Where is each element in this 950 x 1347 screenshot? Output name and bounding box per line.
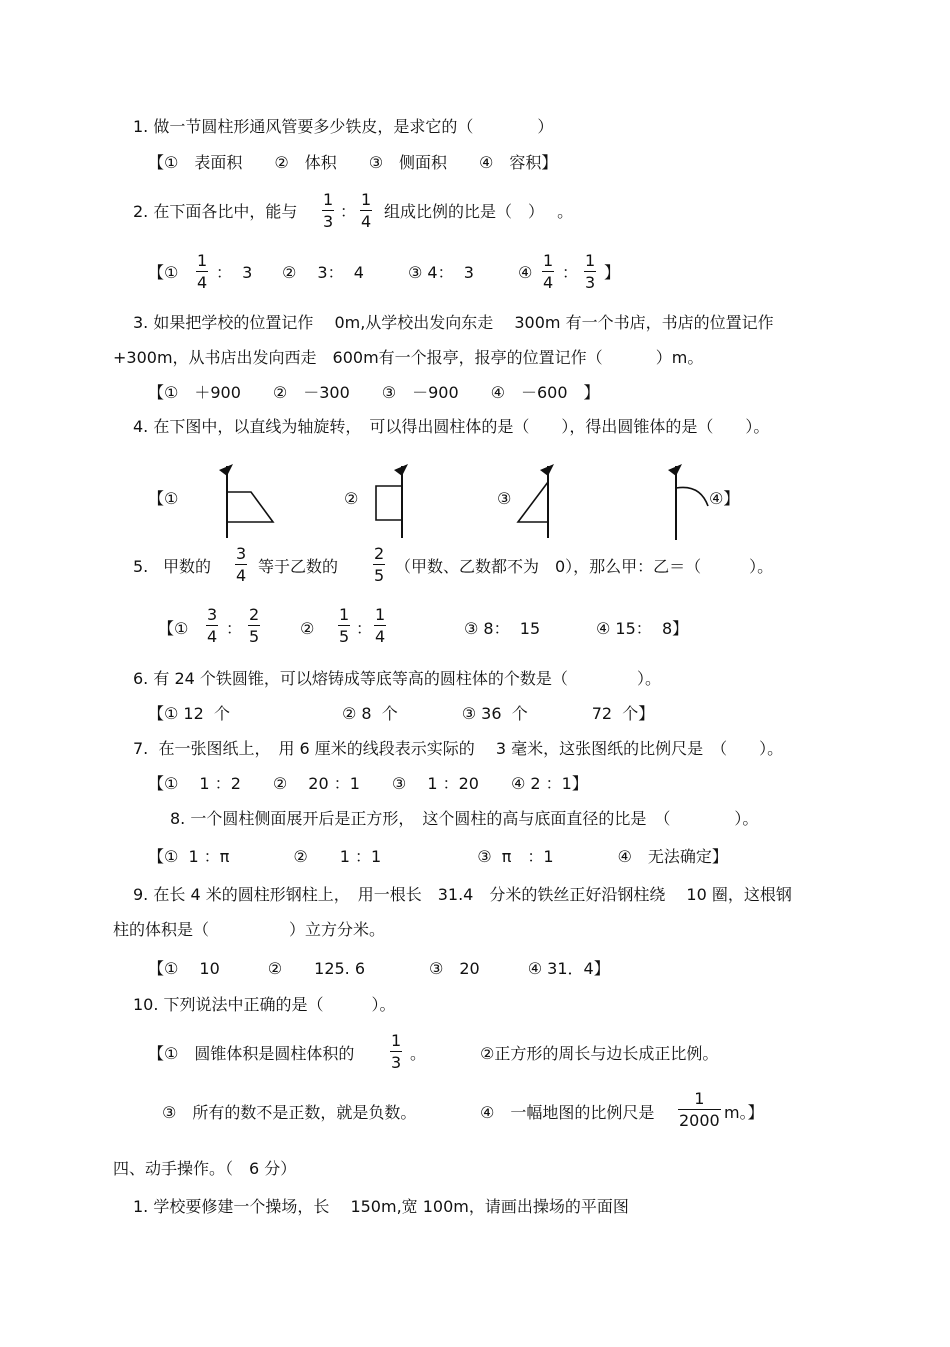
fraction-bar <box>196 271 208 272</box>
q10-option-1-num: 1 <box>391 1031 402 1050</box>
q5-option-1-num1: 3 <box>207 605 218 624</box>
q3-options: 【① ＋900 ② －300 ③ －900 ④ －600 】 <box>148 383 600 402</box>
fraction-bar <box>584 271 596 272</box>
q5-part-c: （甲数、乙数都不为 0），那么甲：乙＝（ ）。 <box>395 557 774 576</box>
q5-fraction-b <box>373 545 385 585</box>
q2-option-a-label: 【① <box>148 263 179 282</box>
q9-line2: 柱的体积是（ ）立方分米。 <box>113 920 386 939</box>
fraction-bar <box>373 564 385 565</box>
q5-option-2-num1: 1 <box>339 605 350 624</box>
q5-option-2-num2: 1 <box>375 605 386 624</box>
fraction-bar <box>360 210 372 211</box>
q2-fraction-a-den: 3 <box>323 212 334 231</box>
q5-fraction-a <box>235 545 247 585</box>
q5-option-1-den1: 4 <box>207 627 218 646</box>
q5-option-2-den2: 4 <box>375 627 386 646</box>
q10-text: 10. 下列说法中正确的是（ ）。 <box>133 995 396 1014</box>
q2-option-c: ③ 4： 3 <box>408 263 474 282</box>
q2-option-d-num1: 1 <box>543 251 554 270</box>
fraction-bar <box>235 564 247 565</box>
q5-option-3: ③ 8： 15 <box>464 619 541 638</box>
q5-option-2-fraction2 <box>374 606 386 646</box>
q10-option-1-den: 3 <box>391 1053 402 1072</box>
q5-option-1-colon: ： <box>226 619 243 638</box>
q5-option-1-num2: 2 <box>249 605 260 624</box>
q10-option-3: ③ 所有的数不是正数，就是负数。 <box>162 1103 417 1122</box>
q10-option-4b: m。】 <box>724 1103 764 1122</box>
q9-options: 【① 10 ② 125. 6 ③ 20 ④ 31．4】 <box>148 959 610 978</box>
fraction-bar <box>390 1051 402 1052</box>
q4-text: 4. 在下图中，以直线为轴旋转， 可以得出圆柱体的是（ ），得出圆锥体的是（ ）。 <box>133 417 770 436</box>
q10-option-1a: 【① 圆锥体积是圆柱体积的 <box>148 1044 355 1063</box>
q2-option-d-fraction2 <box>584 252 596 292</box>
square-figure <box>370 462 420 542</box>
q4-option-2-label: ② <box>344 489 359 508</box>
q2-option-a-den: 4 <box>197 273 208 292</box>
q2-option-d-num2: 1 <box>585 251 596 270</box>
fraction-bar <box>248 625 260 626</box>
q2-fraction-b-num: 1 <box>361 190 372 209</box>
q10-option-4-den: 2000 <box>679 1111 720 1130</box>
q2-option-b: ② 3： 4 <box>282 263 364 282</box>
q2-fraction-b <box>360 191 372 231</box>
q2-fraction-b-den: 4 <box>361 212 372 231</box>
q4-option-4-label: ④】 <box>709 489 740 508</box>
section-4-q1: 1. 学校要修建一个操场，长 150m,宽 100m，请画出操场的平面图 <box>133 1197 629 1216</box>
q5-option-2-label: ② <box>300 619 315 638</box>
q2-option-d-den2: 3 <box>585 273 596 292</box>
q2-fraction-a <box>322 191 334 231</box>
fraction-bar <box>678 1109 721 1110</box>
q5-option-2-colon: ： <box>356 619 373 638</box>
q5-option-1-label: 【① <box>158 619 189 638</box>
q2-suffix: 组成比例的比是（ ） 。 <box>384 202 574 221</box>
q2-option-d-colon: ： <box>562 263 579 282</box>
q2-option-d-fraction1 <box>542 252 554 292</box>
fraction-bar <box>206 625 218 626</box>
q6-options: 【① 12 个 ② 8 个 ③ 36 个 72 个】 <box>148 704 655 723</box>
q2-option-a-num: 1 <box>197 251 208 270</box>
q10-option-4-fraction <box>678 1090 721 1130</box>
q4-option-3-label: ③ <box>497 489 512 508</box>
arc-figure <box>650 462 710 542</box>
q5-fraction-b-den: 5 <box>374 566 385 585</box>
q1-text: 1. 做一节圆柱形通风管要多少铁皮，是求它的（ ） <box>133 117 554 136</box>
q6-text: 6. 有 24 个铁圆锥，可以熔铸成等底等高的圆柱体的个数是（ ）。 <box>133 669 661 688</box>
section-4-title: 四、动手操作。（ 6 分） <box>113 1159 297 1178</box>
q5-number: 5. <box>133 557 149 576</box>
q3-line1: 3. 如果把学校的位置记作 0m,从学校出发向东走 300m 有一个书店，书店的位置记作 <box>133 313 774 332</box>
q5-part-b: 等于乙数的 <box>258 557 339 576</box>
fraction-bar <box>542 271 554 272</box>
q2-option-d-den1: 4 <box>543 273 554 292</box>
q5-option-4: ④ 15： 8】 <box>596 619 689 638</box>
q10-option-4-num: 1 <box>694 1089 705 1108</box>
fraction-bar <box>338 625 350 626</box>
q2-option-a-fraction <box>196 252 208 292</box>
q2-colon: ： <box>340 202 357 221</box>
q3-line2: +300m，从书店出发向西走 600m有一个报亭，报亭的位置记作（ ）m。 <box>113 348 704 367</box>
q5-part-a: 甲数的 <box>163 557 212 576</box>
q1-options: 【① 表面积 ② 体积 ③ 侧面积 ④ 容积】 <box>148 153 558 172</box>
q7-text: 7. 在一张图纸上， 用 6 厘米的线段表示实际的 3 毫米，这张图纸的比例尺是 （ ）。 <box>133 739 784 758</box>
q10-option-1b: 。 <box>410 1044 427 1063</box>
q7-options: 【① 1 ：2 ② 20 ：1 ③ 1 ：20 ④ 2 ：1】 <box>148 774 588 793</box>
q8-text: 8. 一个圆柱侧面展开后是正方形， 这个圆柱的高与底面直径的比是 （ ）。 <box>170 809 759 828</box>
q5-option-1-fraction2 <box>248 606 260 646</box>
q5-fraction-a-num: 3 <box>236 544 247 563</box>
trapezoid-figure <box>205 462 285 542</box>
q2-fraction-a-num: 1 <box>323 190 334 209</box>
q2-option-a-rest: ： 3 <box>216 263 253 282</box>
q5-fraction-a-den: 4 <box>236 566 247 585</box>
q5-option-1-den2: 5 <box>249 627 260 646</box>
q10-option-1-fraction <box>390 1032 402 1072</box>
q9-line1: 9. 在长 4 米的圆柱形钢柱上， 用一根长 31.4 分米的铁丝正好沿钢柱绕 10 圈，这根钢 <box>133 885 792 904</box>
q4-option-1-label: 【① <box>148 489 179 508</box>
q8-options: 【① 1 ：π ② 1 ：1 ③ π ：1 ④ 无法确定】 <box>148 847 728 866</box>
q2-option-d-label: ④ <box>518 263 533 282</box>
q5-fraction-b-num: 2 <box>374 544 385 563</box>
q10-option-4a: ④ 一幅地图的比例尺是 <box>480 1103 655 1122</box>
q5-option-2-fraction1 <box>338 606 350 646</box>
triangle-figure <box>510 462 560 542</box>
q10-option-2: ②正方形的周长与边长成正比例。 <box>480 1044 719 1063</box>
q2-option-d-end: 】 <box>604 263 621 282</box>
q2-prefix: 2. 在下面各比中，能与 <box>133 202 298 221</box>
q5-option-2-den1: 5 <box>339 627 350 646</box>
fraction-bar <box>322 210 334 211</box>
q5-option-1-fraction1 <box>206 606 218 646</box>
fraction-bar <box>374 625 386 626</box>
